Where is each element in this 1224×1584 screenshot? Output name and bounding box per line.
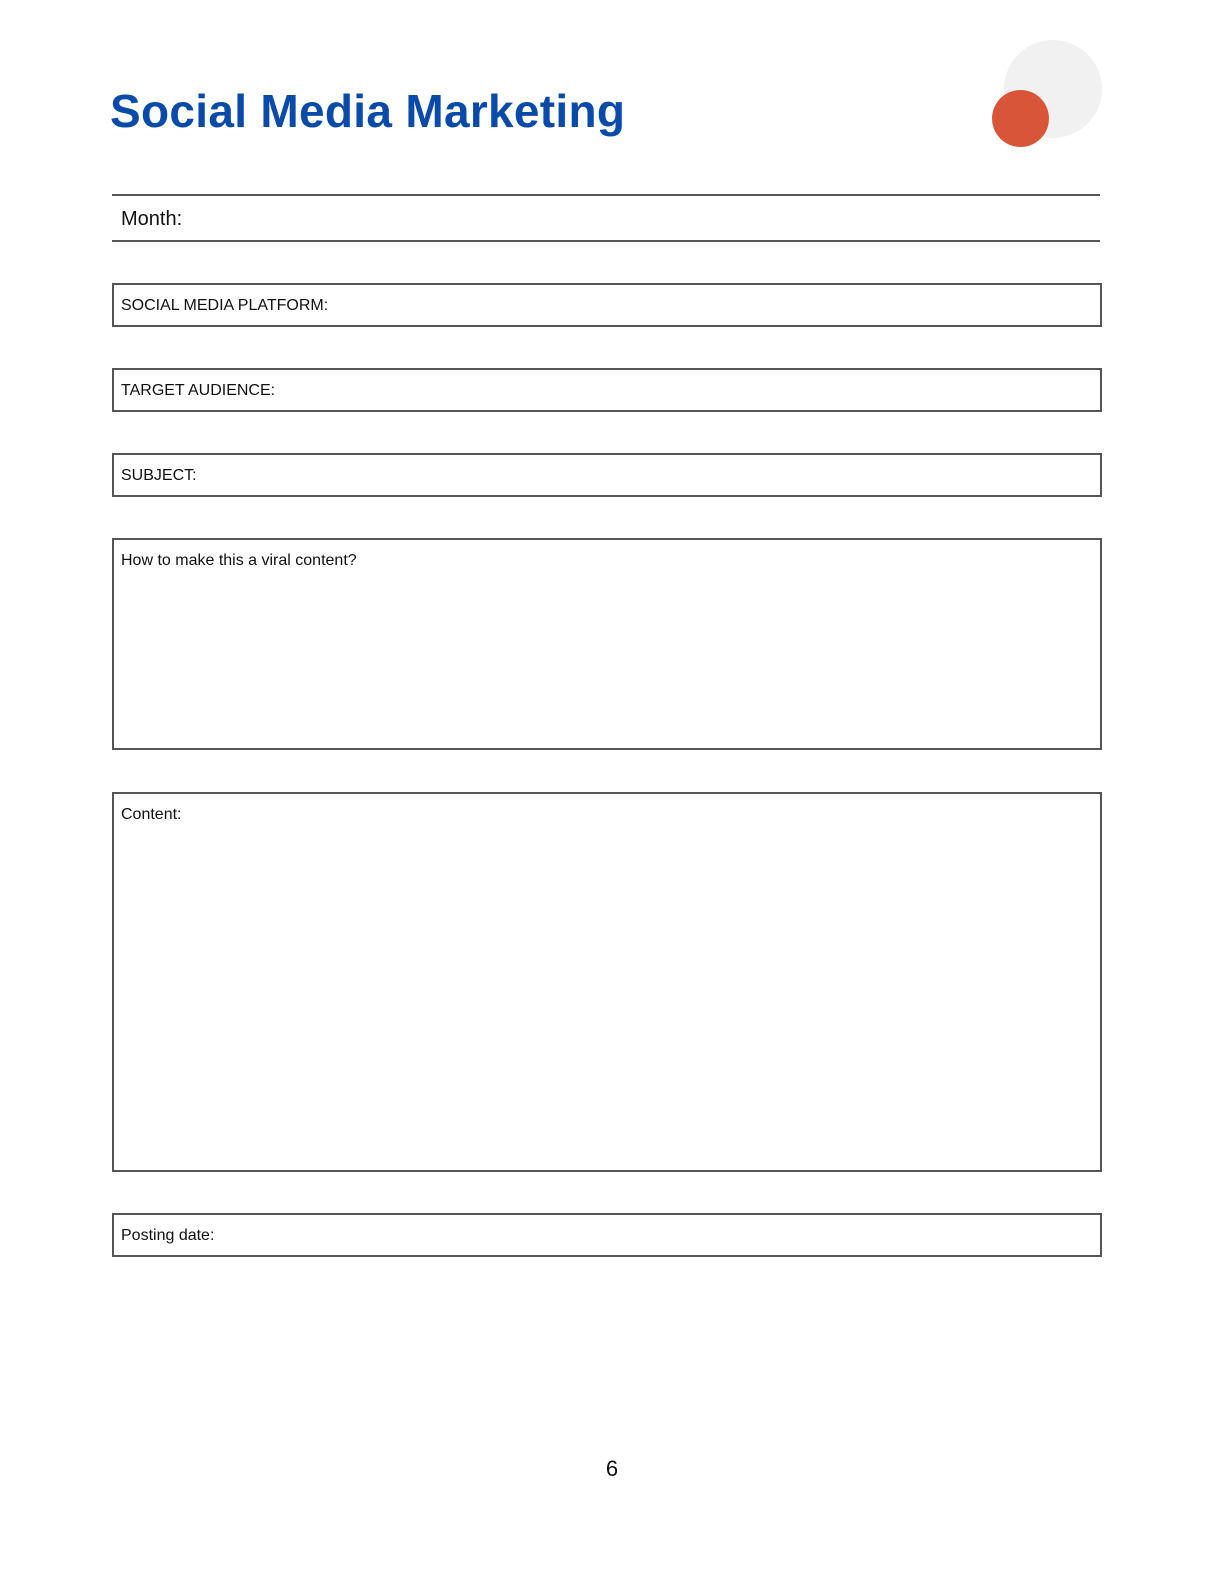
month-field[interactable] xyxy=(112,194,1100,242)
page-title: Social Media Marketing xyxy=(110,85,626,137)
page-number: 6 xyxy=(605,1456,619,1481)
posting-date-field[interactable] xyxy=(112,1213,1102,1257)
posting-date-label: Posting date: xyxy=(121,1227,215,1244)
subject-label: SUBJECT: xyxy=(121,467,197,484)
social-media-platform-label: SOCIAL MEDIA PLATFORM: xyxy=(121,297,329,314)
social-media-platform-field[interactable] xyxy=(112,283,1102,327)
viral-content-label: How to make this a viral content? xyxy=(121,552,357,569)
decorative-orange-circle xyxy=(992,90,1049,147)
target-audience-field[interactable] xyxy=(112,368,1102,412)
month-label: Month: xyxy=(121,208,183,230)
content-label: Content: xyxy=(121,806,182,823)
viral-content-field[interactable] xyxy=(112,538,1102,750)
subject-field[interactable] xyxy=(112,453,1102,497)
target-audience-label: TARGET AUDIENCE: xyxy=(121,382,276,399)
content-field[interactable] xyxy=(112,792,1102,1172)
